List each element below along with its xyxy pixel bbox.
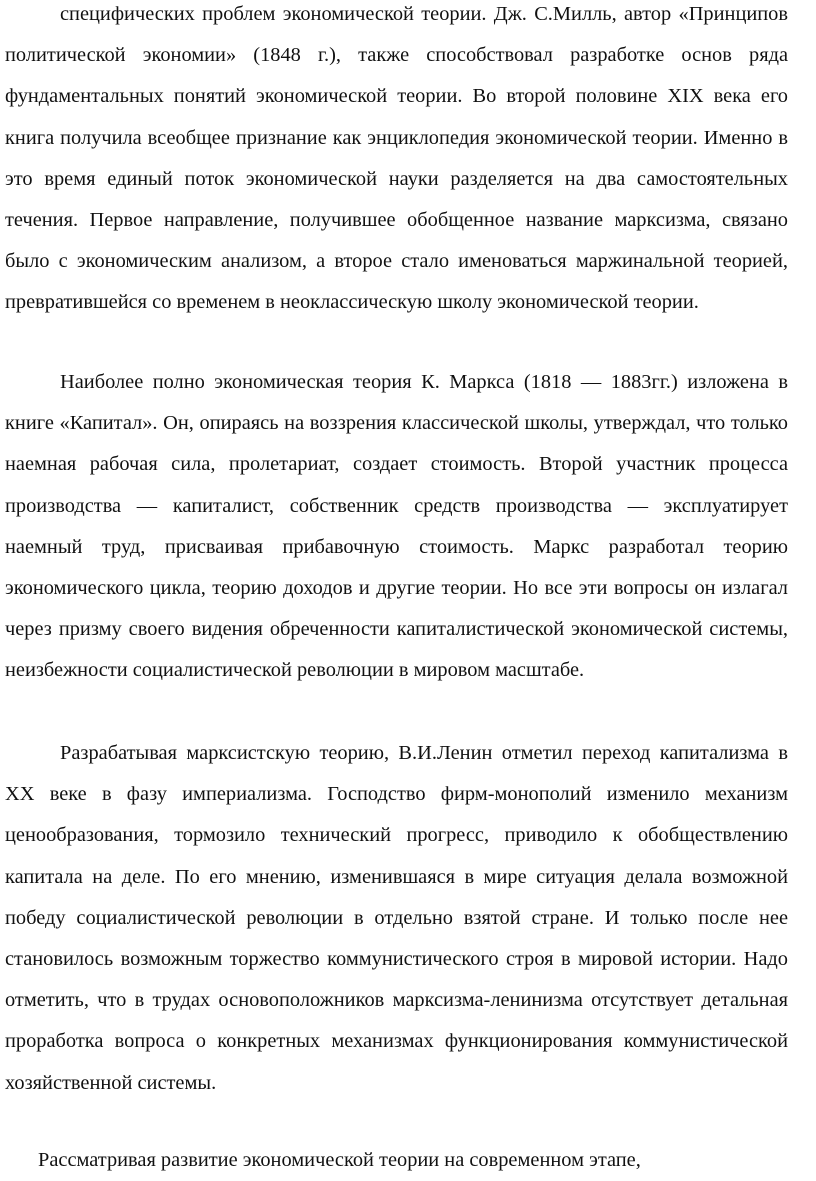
paragraph-2: Наиболее полно экономическая теория К. Маркса (1818 — 1883гг.) изложена в книге «Капитал». Он, опираясь на воззрения классической школы, утверждал, что только наемная рабочая сила, пролетариат, создает стоимость. Второй участник процесса производства — капиталист, собственник средств производства — эксплуатирует наемный труд, присваивая прибавочную стоимость. Маркс разработал теорию экономического цикла, теорию доходов и другие теории. Но все эти вопросы он излагал через призму своего видения обреченности капиталистической экономической системы, неизбежности социалистической революции в мировом масштабе.	[5, 371, 788, 682]
paragraph-3: Разрабатывая марксистскую теорию, В.И.Ленин отметил переход капитализма в XX веке в фазу империализма. Господство фирм-монополий изменило механизм ценообразования, тормозило технический прогресс, приводило к обобществлению капитала на деле. По его мнению, изменившаяся в мире ситуация делала возможной победу социалистической революции в отдельно взятой стране. И только после нее становилось возможным торжество коммунистического строя в мировой истории. Надо отметить, что в трудах основоположников марксизма-ленинизма отсутствует детальная проработка вопроса о конкретных механизмах функционирования коммунистической хозяйственной системы.	[5, 742, 788, 1094]
paragraph-1: специфических проблем экономической теории. Дж. С.Милль, автор «Принципов политической экономии» (1848 г.), также способствовал разработке основ ряда фундаментальных понятий экономической теории. Во второй половине XIX века его книга получила всеобщее признание как энциклопедия экономической теории. Именно в это время единый поток экономической науки разделяется на два самостоятельных течения. Первое направление, получившее обобщенное название марксизма, связано было с экономическим анализом, а второе стало именоваться маржинальной теорией, превратившейся со временем в неоклассическую школу экономической теории.	[5, 3, 788, 314]
paragraph-4: Рассматривая развитие экономической теории на современном этапе,	[38, 1149, 641, 1171]
